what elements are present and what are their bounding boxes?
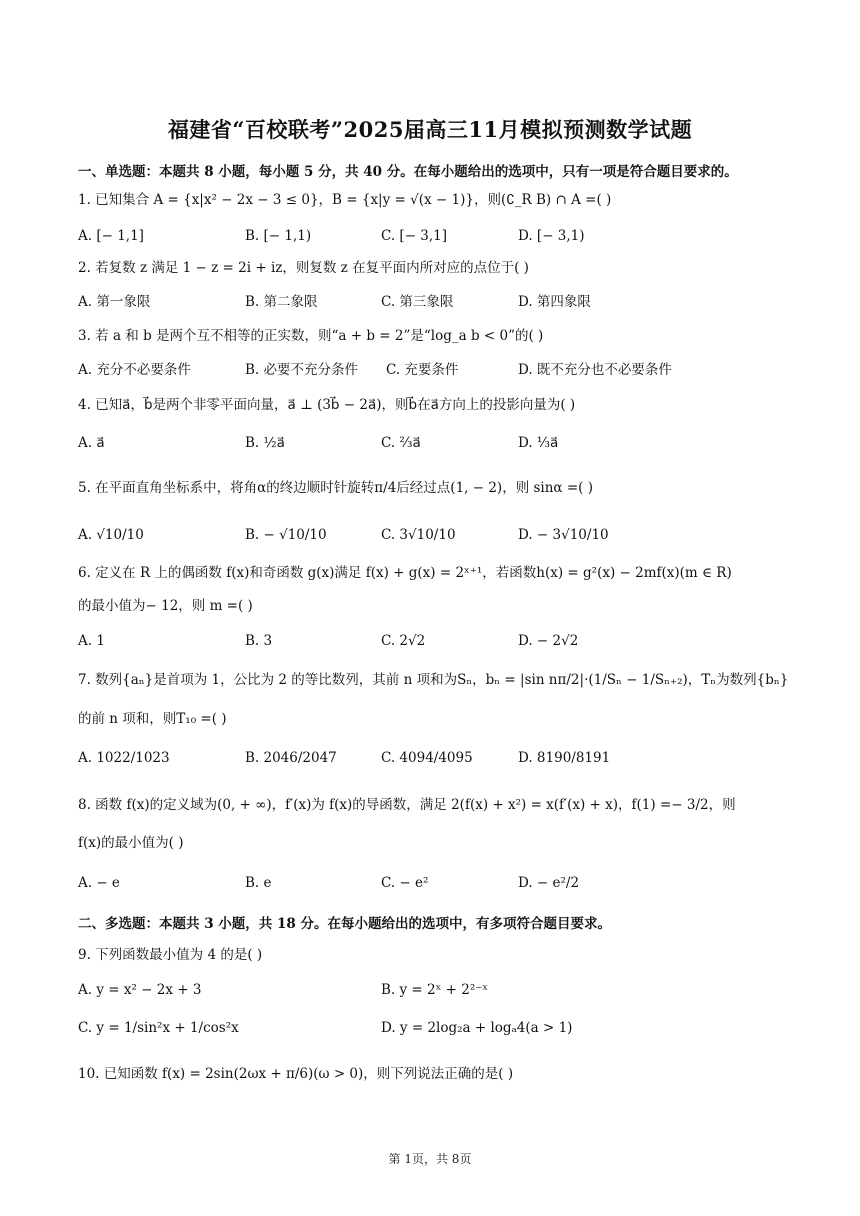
q5-option-b: B. − √10/10 [245, 527, 327, 543]
question-8-stem-line1: 8. 函数 f(x)的定义域为(0, + ∞)，f′(x)为 f(x)的导函数，满足 2(f(x) + x²) = x(f′(x) + x)，f(1) =− 3/2，则 [78, 797, 736, 813]
q1-option-b: B. [− 1,1) [245, 228, 312, 244]
question-3-stem: 3. 若 a 和 b 是两个互不相等的正实数，则“a + b = 2”是“log_a b < 0”的( ) [78, 328, 544, 344]
q2-option-a: A. 第一象限 [78, 294, 151, 310]
q9-option-a: A. y = x² − 2x + 3 [78, 982, 202, 998]
q8-option-a: A. − e [78, 875, 120, 891]
q4-option-a: A. a⃗ [78, 435, 105, 451]
q2-option-c: C. 第三象限 [381, 294, 454, 310]
question-9-stem: 9. 下列函数最小值为 4 的是( ) [78, 947, 263, 963]
question-7-stem-line1: 7. 数列{aₙ}是首项为 1，公比为 2 的等比数列，其前 n 项和为Sₙ，bₙ = |sin nπ/2|·(1/Sₙ − 1/Sₙ₊₂)，Tₙ为数列{bₙ} [78, 672, 789, 688]
page-footer: 第 1页，共 8页 [388, 1152, 472, 1166]
question-7-stem-line2: 的前 n 项和，则T₁₀ =( ) [78, 711, 227, 727]
q5-option-c: C. 3√10/10 [381, 527, 456, 543]
q6-option-c: C. 2√2 [381, 633, 426, 649]
q8-option-b: B. e [245, 875, 272, 891]
q3-option-d: D. 既不充分也不必要条件 [518, 362, 672, 378]
q5-option-a: A. √10/10 [78, 527, 144, 543]
question-1-stem: 1. 已知集合 A = {x|x² − 2x − 3 ≤ 0}，B = {x|y = √(x − 1)}，则(∁_R B) ∩ A =( ) [78, 192, 612, 208]
q6-option-a: A. 1 [78, 633, 105, 649]
q3-option-a: A. 充分不必要条件 [78, 362, 191, 378]
question-10-stem: 10. 已知函数 f(x) = 2sin(2ωx + π/6)(ω > 0)，则下列说法正确的是( ) [78, 1066, 514, 1082]
question-6-stem-line2: 的最小值为− 12，则 m =( ) [78, 598, 253, 614]
q2-option-d: D. 第四象限 [518, 294, 591, 310]
question-6-stem-line1: 6. 定义在 R 上的偶函数 f(x)和奇函数 g(x)满足 f(x) + g(x) = 2ˣ⁺¹，若函数h(x) = g²(x) − 2mf(x)(m ∈ R) [78, 565, 732, 581]
q6-option-b: B. 3 [245, 633, 273, 649]
q3-option-b: B. 必要不充分条件 [245, 362, 359, 378]
q6-option-d: D. − 2√2 [518, 633, 579, 649]
q4-option-c: C. ⅔a⃗ [381, 435, 421, 451]
q8-option-c: C. − e² [381, 875, 429, 891]
q7-option-d: D. 8190/8191 [518, 750, 611, 766]
question-2-stem: 2. 若复数 z 满足 1 − z = 2i + iz，则复数 z 在复平面内所对应的点位于( ) [78, 260, 529, 276]
q2-option-b: B. 第二象限 [245, 294, 318, 310]
q4-option-d: D. ⅓a⃗ [518, 435, 559, 451]
question-8-stem-line2: f(x)的最小值为( ) [78, 835, 184, 851]
q9-option-c: C. y = 1/sin²x + 1/cos²x [78, 1020, 239, 1036]
question-4-stem: 4. 已知a⃗，b⃗是两个非零平面向量，a⃗ ⊥ (3b⃗ − 2a⃗)，则b⃗在a⃗方向上的投影向量为( ) [78, 397, 576, 413]
section-heading-single-choice: 一、单选题：本题共 8 小题，每小题 5 分，共 40 分。在每小题给出的选项中，只有一项是符合题目要求的。 [78, 164, 738, 180]
section-heading-multi-choice: 二、多选题：本题共 3 小题，共 18 分。在每小题给出的选项中，有多项符合题目要求。 [78, 916, 611, 932]
q3-option-c: C. 充要条件 [386, 362, 459, 378]
q9-option-b: B. y = 2ˣ + 2²⁻ˣ [381, 982, 489, 998]
q7-option-a: A. 1022/1023 [78, 750, 170, 766]
page-title: 福建省“百校联考”2025届高三11月模拟预测数学试题 [167, 117, 693, 142]
q8-option-d: D. − e²/2 [518, 875, 580, 891]
q4-option-b: B. ½a⃗ [245, 435, 285, 451]
q1-option-a: A. [− 1,1] [78, 228, 144, 244]
question-5-stem: 5. 在平面直角坐标系中，将角α的终边顺时针旋转π/4后经过点(1, − 2)，则 sinα =( ) [78, 480, 593, 496]
q5-option-d: D. − 3√10/10 [518, 527, 609, 543]
q7-option-c: C. 4094/4095 [381, 750, 473, 766]
q9-option-d: D. y = 2log₂a + logₐ4(a > 1) [381, 1020, 573, 1036]
q1-option-c: C. [− 3,1] [381, 228, 448, 244]
q1-option-d: D. [− 3,1) [518, 228, 585, 244]
q7-option-b: B. 2046/2047 [245, 750, 337, 766]
